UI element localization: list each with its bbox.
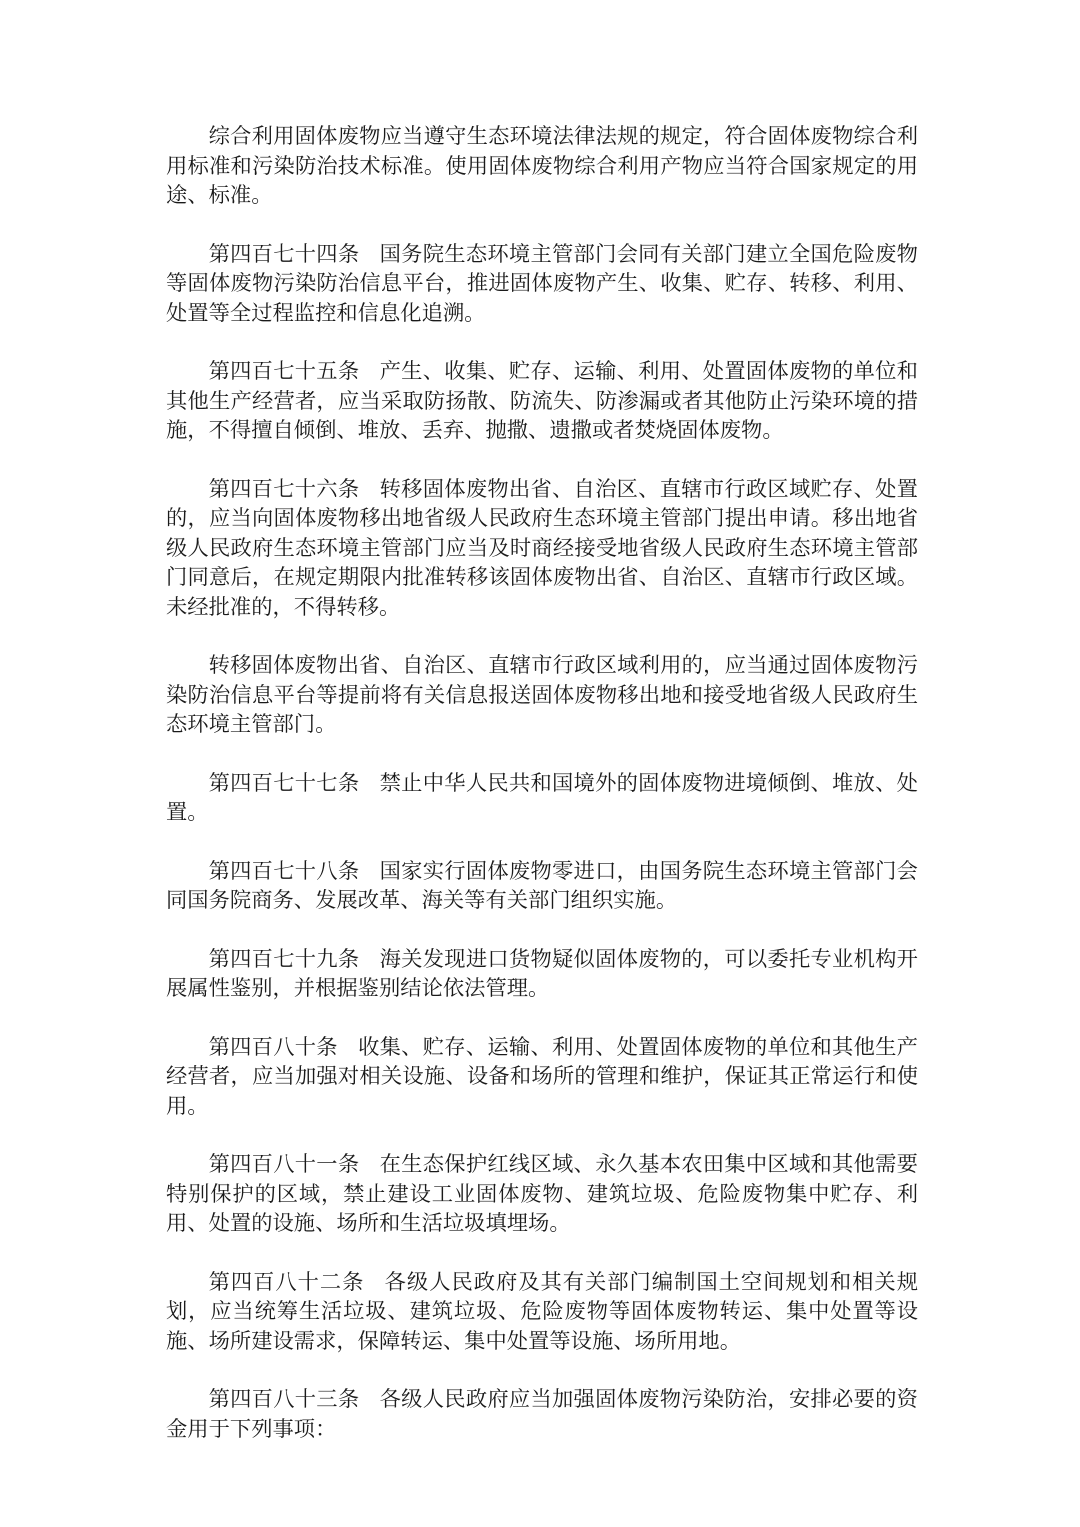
paragraph-text: 国家实行固体废物零进口，由国务院生态环境主管部门会同国务院商务、发展改革、海关等有关部门组织实施。 (166, 858, 918, 913)
paragraph-text: 转移固体废物出省、自治区、直辖市行政区域利用的，应当通过固体废物污染防治信息平台等提前将有关信息报送固体废物移出地和接受地省级人民政府生态环境主管部门。 (166, 653, 918, 737)
paragraph-text: 转移固体废物出省、自治区、直辖市行政区域贮存、处置的，应当向固体废物移出地省级人民政府生态环境主管部门提出申请。移出地省级人民政府生态环境主管部门应当及时商经接受地省级人民政府生态环境主管部门同意后，在规定期限内批准转移该固体废物出省、自治区、直辖市行政区域。未经批准的，不得转移。 (166, 476, 918, 620)
article-number: 第四百七十五条 (208, 359, 360, 384)
paragraph (166, 475, 918, 623)
paragraph-text: 综合利用固体废物应当遵守生态环境法律法规的规定，符合固体废物综合利用标准和污染防治技术标准。使用固体废物综合利用产物应当符合国家规定的用途、标准。 (166, 124, 918, 208)
paragraph-text: 收集、贮存、运输、利用、处置固体废物的单位和其他生产经营者，应当加强对相关设施、设备和场所的管理和维护，保证其正常运行和使用。 (166, 1034, 918, 1119)
paragraph (166, 1150, 918, 1239)
paragraph-text: 产生、收集、贮存、运输、利用、处置固体废物的单位和其他生产经营者，应当采取防扬散、防流失、防渗漏或者其他防止污染环境的措施，不得擅自倾倒、堆放、丢弃、抛撒、遗撒或者焚烧固体废物。 (166, 359, 918, 443)
paragraph-text: 在生态保护红线区域、永久基本农田集中区域和其他需要特别保护的区域，禁止建设工业固体废物、建筑垃圾、危险废物集中贮存、利用、处置的设施、场所和生活垃圾填埋场。 (166, 1152, 918, 1236)
paragraph (166, 1033, 918, 1122)
paragraph-text: 海关发现进口货物疑似固体废物的，可以委托专业机构开展属性鉴别，并根据鉴别结论依法管理。 (166, 946, 918, 1001)
article-number: 第四百八十三条 (208, 1387, 360, 1412)
paragraph (166, 651, 918, 740)
article-number: 第四百八十条 (208, 1034, 338, 1060)
paragraph (166, 357, 918, 446)
article-number: 第四百七十八条 (208, 858, 360, 884)
document-page (166, 122, 918, 1473)
paragraph-text: 各级人民政府及其有关部门编制国土空间规划和相关规划，应当统筹生活垃圾、建筑垃圾、危险废物等固体废物转运、集中处置等设施、场所建设需求，保障转运、集中处置等设施、场所用地。 (166, 1269, 918, 1354)
paragraph-text: 国务院生态环境主管部门会同有关部门建立全国危险废物等固体废物污染防治信息平台，推进固体废物产生、收集、贮存、转移、利用、处置等全过程监控和信息化追溯。 (166, 241, 918, 326)
article-number: 第四百七十六条 (208, 476, 360, 502)
article-number: 第四百八十二条 (208, 1269, 365, 1295)
paragraph (166, 945, 918, 1004)
paragraph (166, 122, 918, 211)
article-number: 第四百八十一条 (208, 1152, 360, 1177)
paragraph (166, 857, 918, 916)
paragraph-text: 禁止中华人民共和国境外的固体废物进境倾倒、堆放、处置。 (166, 770, 918, 825)
paragraph (166, 240, 918, 329)
article-number: 第四百七十七条 (208, 770, 360, 796)
paragraph (166, 769, 918, 828)
paragraph (166, 1268, 918, 1357)
paragraph (166, 1385, 918, 1444)
article-number: 第四百七十九条 (208, 946, 360, 972)
paragraph-text: 各级人民政府应当加强固体废物污染防治，安排必要的资金用于下列事项： (166, 1387, 918, 1442)
article-number: 第四百七十四条 (208, 241, 360, 267)
